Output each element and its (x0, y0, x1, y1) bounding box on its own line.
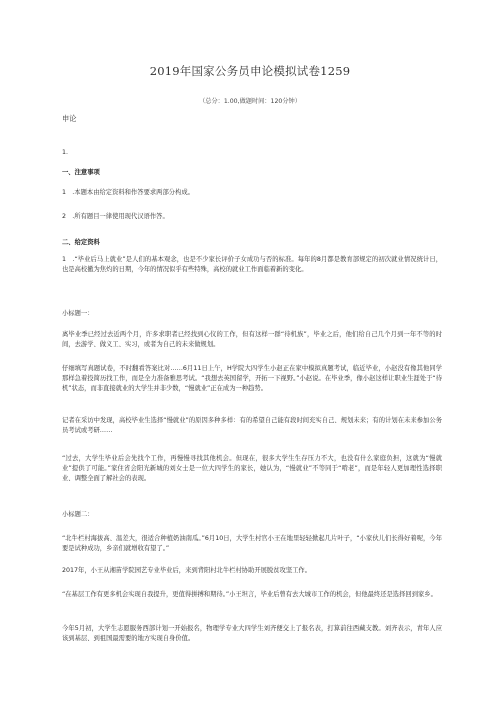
paragraph-8: 今年5月初，大学生志愿服务西部计划一开始报名，物理学专业大四学生刘齐便交上了报名表，打算前往西藏支教。刘齐表示，青年人应该到基层、到祖国最需要的地方实现自身价值。 (62, 625, 442, 643)
question-number: 1. (62, 149, 69, 156)
material-paragraph-1: 1 .“毕业后马上就业”是人们的基本观念，也是不少家长评价子女成功与否的标准。每年的8月都是教育部规定的初次就业情况统计日，也是高校撤为焦灼的日期，今年的情况似乎有些特殊，高校的就业工作面临着新的变化。 (62, 256, 442, 274)
paragraph-1: 离毕业季已经过去近两个月，许多求职者已经找到心仪的工作，但有这样一群“待机族”，毕业之后，他们给自己几个月到一年不等的时间，去游学、做义工、实习，或者为自己的未来做规划。 (62, 331, 442, 349)
paragraph-4: “过去，大学生毕业后会先找个工作，再慢慢寻找其他机会。但现在，很多大学生生存压力不大，也没有什么家庭负担，这就为“慢就业”提供了可能。”家住省会阳光新城的刘女士是一位大四学生的家长，她认为，“慢就业”不等同于“啃老”，而是年轻人更加理性选择职业、调整全面了解社会的表现。 (62, 455, 442, 483)
notice-item-2: 2 .所有题目一律使用现代汉语作答。 (62, 213, 169, 220)
subtitle-2: 小标题二： (62, 511, 94, 518)
exam-meta: （总分：1.00,做题时间：120分钟） (199, 98, 301, 105)
paragraph-3: 记者在采访中发现，高校毕业生选择“慢就业”的原因多种多样：有的希望自己能有段时间充实自己、规划未来；有的计划在未来参加公务员考试或考研…… (62, 417, 442, 435)
subtitle-1: 小标题一： (62, 310, 94, 317)
document-title: 2019年国家公务员申论模拟试卷1259 (149, 64, 351, 78)
paragraph-7: “在基层工作有更多机会实现自我提升，更值得拼搏和期待。”小王坦言，毕业后曾有去大城市工作的机会，但他最终还是选择回到家乡。 (62, 591, 437, 598)
paragraph-5: “北牛栏村海拔高、温差大，很适合种植奶油南瓜。”6月10日，大学生村官小王在地里轻轻掀起几片叶子，“小家伙儿们长得好着呢，今年要是试种成功，乡亲们就增收有望了。” (62, 535, 442, 553)
notice-item-1: 1 .本题本由给定资料和作答要求两部分构成。 (62, 189, 194, 196)
notice-heading: 一、注意事项 (62, 169, 100, 176)
section-label: 申论 (62, 114, 77, 123)
material-heading: 二、给定资料 (62, 239, 100, 246)
paragraph-6: 2017年，小王从湘苗学院园艺专业毕业后，来到背阳村北牛栏村协助开展脱贫攻坚工作。 (62, 567, 312, 574)
paragraph-2: 仔细填写真题试卷，不时翻看答案比对……6月11日上午，H学院大四学生小赵正在家中模拟真题考试，临近毕业，小赵没有像其他同学那样急着投简历找工作，而是全力准备雅思考试。“我想去英国留学，开拓一下视野。”小赵说。在毕业季，像小赵这样让职业生涯处于“待机”状态，而非直接就业的大学生并非少数，“慢就业”正在成为一种趋势。 (62, 365, 442, 393)
